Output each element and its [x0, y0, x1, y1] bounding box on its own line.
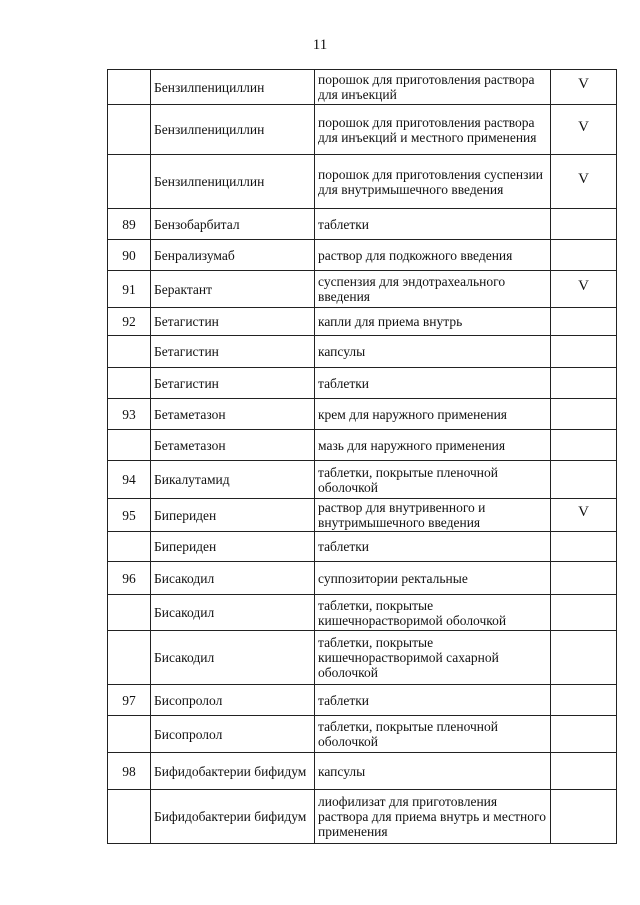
drug-name: Бензилпенициллин	[154, 79, 265, 95]
vital-mark-cell	[551, 271, 617, 308]
row-number-cell	[108, 336, 151, 368]
row-number-cell	[108, 685, 151, 716]
table-row	[108, 155, 617, 209]
row-number-cell	[108, 155, 151, 209]
dosage-form: капсулы	[318, 763, 366, 779]
table-row	[108, 368, 617, 399]
table-row	[108, 685, 617, 716]
dosage-form: таблетки	[318, 539, 370, 554]
row-number-cell	[108, 753, 151, 790]
vital-mark-cell	[551, 562, 617, 595]
vital-mark-cell	[551, 753, 617, 790]
vital-mark-cell	[551, 595, 617, 631]
dosage-form: таблетки, покрытые пленочной оболочкой	[318, 719, 499, 749]
row-number-cell	[108, 271, 151, 308]
dosage-form-cell	[315, 368, 551, 399]
drug-name-cell	[151, 685, 315, 716]
dosage-form-cell	[315, 271, 551, 308]
row-number: 97	[122, 692, 136, 708]
drug-table	[107, 69, 617, 844]
table-row	[108, 240, 617, 271]
table-row	[108, 399, 617, 430]
vital-mark-cell	[551, 368, 617, 399]
drug-name: Бисакодил	[154, 650, 215, 665]
drug-name: Бензилпенициллин	[154, 122, 265, 137]
dosage-form-cell	[315, 631, 551, 685]
page-number: 11	[312, 37, 328, 53]
drug-name-cell	[151, 70, 315, 105]
row-number: 91	[122, 281, 136, 297]
vital-mark-cell	[551, 70, 617, 105]
vital-mark: V	[578, 278, 589, 294]
row-number-cell	[108, 499, 151, 532]
dosage-form-cell	[315, 562, 551, 595]
dosage-form-cell	[315, 685, 551, 716]
drug-name-cell	[151, 271, 315, 308]
dosage-form-cell	[315, 155, 551, 209]
row-number: 92	[122, 314, 136, 329]
dosage-form-cell	[315, 105, 551, 155]
drug-name-cell	[151, 336, 315, 368]
dosage-form-cell	[315, 461, 551, 499]
dosage-form-cell	[315, 499, 551, 532]
drug-name: Бисопролол	[154, 726, 223, 742]
drug-name-cell	[151, 399, 315, 430]
drug-table-body	[108, 70, 617, 844]
dosage-form: суспензия для эндотрахеального введения	[318, 274, 506, 304]
drug-name-cell	[151, 753, 315, 790]
drug-name-cell	[151, 461, 315, 499]
table-row	[108, 271, 617, 308]
table-row	[108, 499, 617, 532]
dosage-form: порошок для приготовления раствора для инъекций	[318, 72, 535, 102]
dosage-form-cell	[315, 753, 551, 790]
table-row	[108, 532, 617, 562]
row-number-cell	[108, 209, 151, 240]
dosage-form-cell	[315, 336, 551, 368]
row-number-cell	[108, 461, 151, 499]
vital-mark-cell	[551, 532, 617, 562]
dosage-form: раствор для внутривенного и внутримышечного введения	[318, 500, 486, 530]
drug-name-cell	[151, 308, 315, 336]
drug-name-cell	[151, 790, 315, 844]
row-number: 94	[122, 472, 136, 487]
vital-mark-cell	[551, 336, 617, 368]
drug-name: Бифидобактерии бифидум	[154, 763, 307, 779]
dosage-form: мазь для наружного применения	[318, 437, 506, 453]
row-number: 96	[122, 570, 136, 586]
drug-name: Бетагистин	[154, 375, 219, 391]
table-row	[108, 105, 617, 155]
dosage-form: капсулы	[318, 344, 366, 359]
vital-mark-cell	[551, 716, 617, 753]
drug-name: Бетагистин	[154, 314, 219, 329]
dosage-form: лиофилизат для приготовления раствора для приема внутрь и местного применения	[318, 794, 546, 839]
vital-mark-cell	[551, 430, 617, 461]
dosage-form-cell	[315, 790, 551, 844]
row-number-cell	[108, 368, 151, 399]
vital-mark-cell	[551, 155, 617, 209]
dosage-form: таблетки, покрытые кишечнорастворимой оболочкой	[318, 597, 507, 628]
dosage-form: раствор для подкожного введения	[318, 247, 513, 263]
table-row	[108, 70, 617, 105]
table-row	[108, 790, 617, 844]
table-row	[108, 336, 617, 368]
dosage-form-cell	[315, 399, 551, 430]
drug-name-cell	[151, 105, 315, 155]
vital-mark: V	[578, 118, 589, 135]
dosage-form-cell	[315, 70, 551, 105]
dosage-form-cell	[315, 209, 551, 240]
drug-name: Бензобарбитал	[154, 216, 240, 232]
vital-mark-cell	[551, 105, 617, 155]
row-number-cell	[108, 105, 151, 155]
row-number-cell	[108, 790, 151, 844]
drug-name-cell	[151, 595, 315, 631]
dosage-form-cell	[315, 308, 551, 336]
drug-name-cell	[151, 209, 315, 240]
dosage-form-cell	[315, 716, 551, 753]
dosage-form: порошок для приготовления раствора для инъекций и местного применения	[318, 114, 537, 145]
dosage-form: таблетки, покрытые кишечнорастворимой сахарной оболочкой	[318, 635, 499, 680]
row-number-cell	[108, 716, 151, 753]
drug-name-cell	[151, 430, 315, 461]
dosage-form-cell	[315, 240, 551, 271]
table-row	[108, 209, 617, 240]
drug-name: Берактант	[154, 281, 213, 297]
drug-name: Бенрализумаб	[154, 247, 235, 263]
drug-name-cell	[151, 155, 315, 209]
vital-mark-cell	[551, 209, 617, 240]
row-number: 89	[122, 216, 136, 232]
vital-mark-cell	[551, 308, 617, 336]
vital-mark-cell	[551, 685, 617, 716]
table-row	[108, 461, 617, 499]
drug-name: Бетагистин	[154, 344, 219, 359]
dosage-form: таблетки	[318, 216, 370, 232]
row-number: 93	[122, 406, 136, 422]
drug-name-cell	[151, 240, 315, 271]
dosage-form: капли для приема внутрь	[318, 314, 463, 329]
table-row	[108, 595, 617, 631]
dosage-form-cell	[315, 532, 551, 562]
dosage-form: таблетки, покрытые пленочной оболочкой	[318, 464, 499, 495]
vital-mark-cell	[551, 399, 617, 430]
dosage-form: порошок для приготовления суспензии для внутримышечного введения	[318, 166, 543, 197]
drug-name: Бетаметазон	[154, 406, 226, 422]
table-row	[108, 716, 617, 753]
drug-name-cell	[151, 562, 315, 595]
row-number-cell	[108, 399, 151, 430]
drug-name: Бипериден	[154, 507, 217, 523]
vital-mark-cell	[551, 790, 617, 844]
dosage-form: суппозитории ректальные	[318, 570, 468, 586]
row-number-cell	[108, 308, 151, 336]
table-row	[108, 308, 617, 336]
drug-name-cell	[151, 368, 315, 399]
row-number: 98	[122, 763, 136, 779]
dosage-form-cell	[315, 430, 551, 461]
dosage-form-cell	[315, 595, 551, 631]
drug-name-cell	[151, 631, 315, 685]
vital-mark: V	[578, 504, 589, 520]
row-number-cell	[108, 631, 151, 685]
drug-name: Бисакодил	[154, 605, 215, 620]
row-number-cell	[108, 562, 151, 595]
row-number: 90	[122, 247, 136, 263]
vital-mark-cell	[551, 461, 617, 499]
dosage-form: крем для наружного применения	[318, 406, 508, 422]
row-number-cell	[108, 240, 151, 271]
vital-mark-cell	[551, 631, 617, 685]
drug-name: Бифидобактерии бифидум	[154, 809, 307, 824]
drug-name: Бипериден	[154, 539, 217, 554]
row-number: 95	[122, 507, 136, 523]
row-number-cell	[108, 595, 151, 631]
row-number-cell	[108, 70, 151, 105]
vital-mark-cell	[551, 499, 617, 532]
table-row	[108, 562, 617, 595]
drug-name: Бисопролол	[154, 692, 223, 708]
table-row	[108, 753, 617, 790]
vital-mark-cell	[551, 240, 617, 271]
vital-mark: V	[578, 170, 589, 187]
drug-name-cell	[151, 499, 315, 532]
row-number-cell	[108, 430, 151, 461]
dosage-form: таблетки	[318, 692, 370, 708]
drug-name: Бикалутамид	[154, 472, 230, 487]
dosage-form: таблетки	[318, 375, 370, 391]
drug-name: Бисакодил	[154, 570, 215, 586]
drug-name: Бетаметазон	[154, 437, 226, 453]
row-number-cell	[108, 532, 151, 562]
vital-mark: V	[578, 76, 589, 92]
drug-name-cell	[151, 716, 315, 753]
drug-name: Бензилпенициллин	[154, 174, 265, 189]
drug-name-cell	[151, 532, 315, 562]
table-row	[108, 430, 617, 461]
table-row	[108, 631, 617, 685]
